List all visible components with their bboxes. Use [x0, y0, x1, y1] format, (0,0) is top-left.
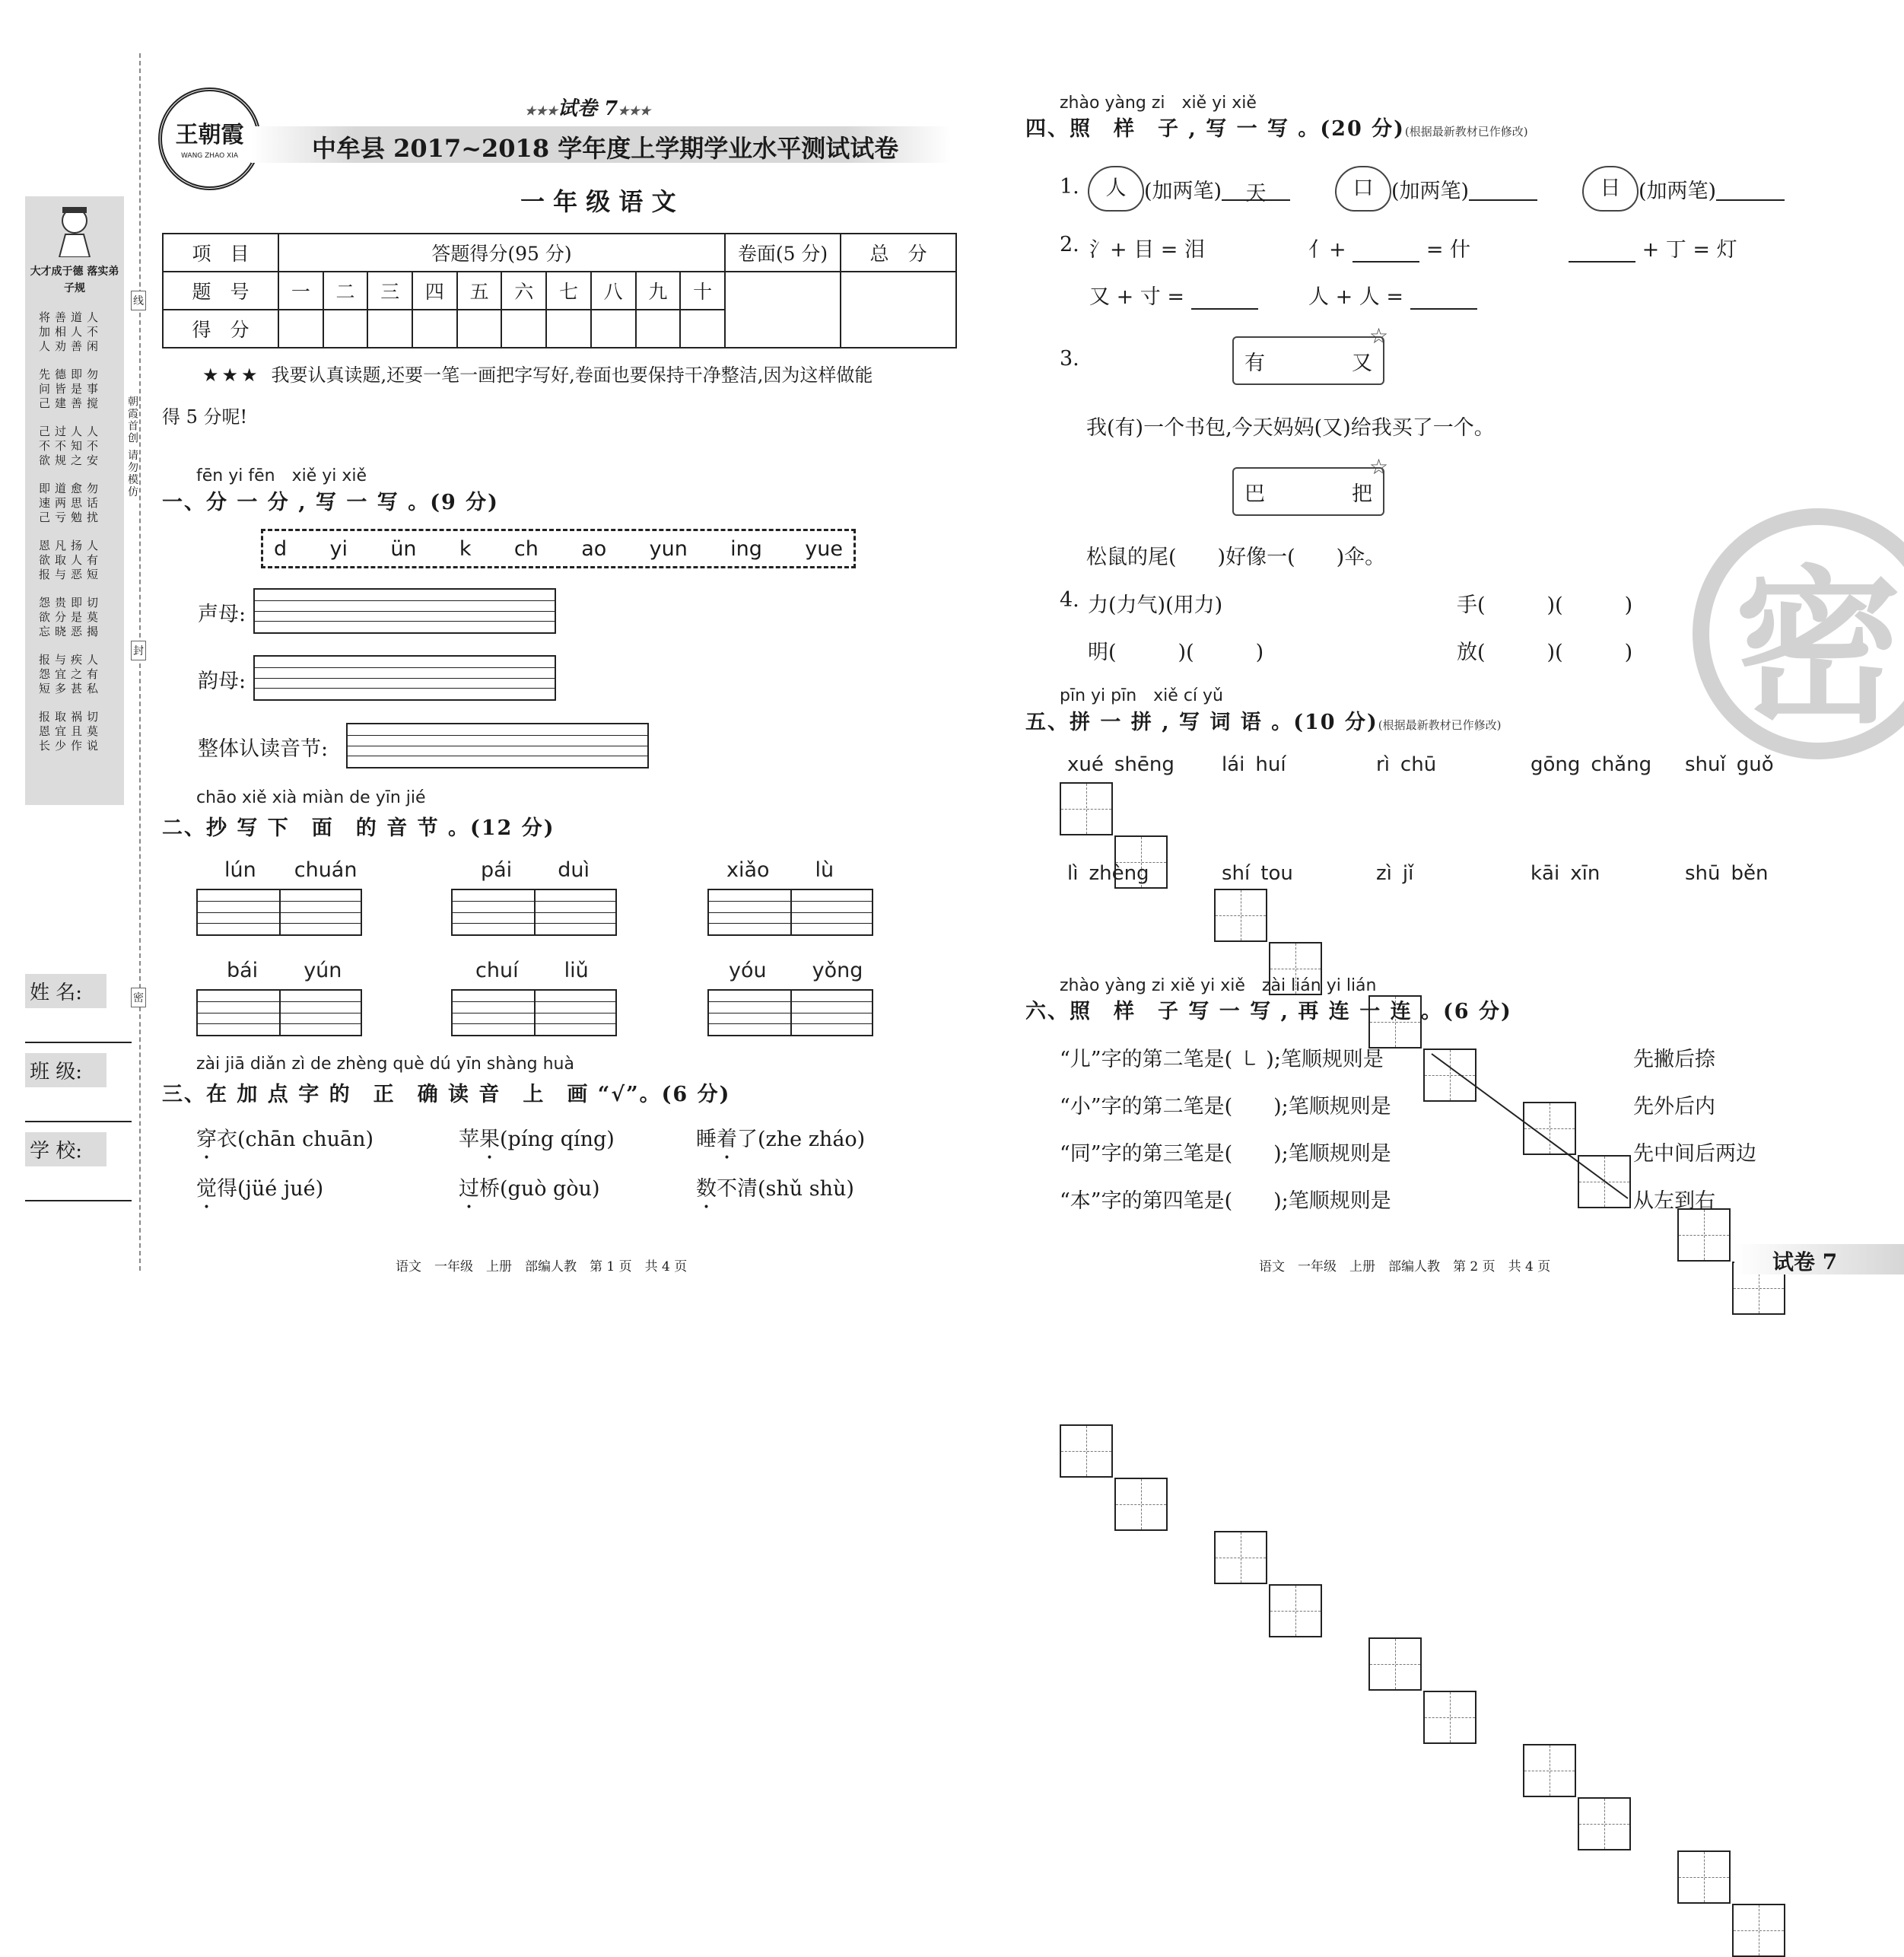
s1-letter-box: d yi ün k ch ao yun ing yue [261, 529, 856, 568]
s5-word-pinyin: shuǐ guǒ [1685, 753, 1774, 776]
tianzige-box[interactable] [1677, 1208, 1731, 1262]
maxim-row: 先德即勿 [39, 368, 103, 381]
maxim-group [39, 482, 115, 525]
maxim-row: 己亏勉扰 [39, 511, 103, 524]
s6-right-item[interactable]: 先外后内 [1633, 1095, 1715, 1119]
school-field[interactable]: 学 校: [25, 1132, 132, 1201]
s3-item[interactable]: 苹果(píng qíng) [459, 1128, 615, 1151]
maxim-row: 速两思话 [39, 496, 103, 510]
s4-q1-number: 1. [1060, 175, 1079, 199]
s1-label-shengmu: 声母: [198, 603, 246, 626]
s4-q2-eq[interactable]: 人 + 人 = [1308, 280, 1477, 310]
name-field[interactable]: 姓 名: [25, 974, 132, 1043]
s3-pinyin: zài jiā diǎn zì de zhèng què dú yīn shàng huà [196, 1055, 574, 1074]
s1-write-yunmu[interactable] [253, 655, 556, 701]
maxim-group [39, 710, 115, 753]
s2-word-pinyin: pái duì [481, 858, 590, 882]
s5-word-pinyin: shū běn [1685, 862, 1769, 885]
s1-write-shengmu[interactable] [253, 588, 556, 634]
s2-word-pinyin: xiǎo lù [726, 858, 834, 882]
s5-word-pinyin: gōng chǎng [1531, 753, 1652, 776]
s4-q2-eq[interactable]: 又 + 寸 = [1089, 280, 1258, 310]
total-score-cell[interactable] [841, 272, 956, 348]
exam-title: 中牟县 2017~2018 学年度上学期学业水平测试试卷 [312, 134, 899, 163]
star-icon: ☆ [1369, 323, 1389, 348]
tianzige-box[interactable] [1677, 1850, 1731, 1904]
maxim-row: 人劝善闲 [39, 339, 103, 353]
s4-q4-item: 力(力气)(用力) [1088, 593, 1223, 617]
s4-q4-item[interactable]: 放( )( ) [1457, 641, 1633, 664]
s5-word-pinyin: lì zhèng [1067, 862, 1149, 885]
tianzige-box[interactable] [1214, 889, 1267, 942]
s3-item[interactable]: 过桥(guò gòu) [459, 1177, 600, 1201]
sidebar-motto: 大才成于德 落实弟子规 [30, 266, 119, 294]
tianzige-box[interactable] [1060, 782, 1113, 835]
maxim-group [39, 368, 115, 411]
s4-q3-word-box: 巴 把 [1232, 467, 1384, 516]
class-field[interactable]: 班 级: [25, 1053, 132, 1122]
s2-write-box[interactable] [196, 989, 362, 1036]
maxim-row: 己过人人 [39, 425, 103, 438]
s1-label-zhengti: 整体认读音节: [198, 737, 329, 761]
s5-word-pinyin: zì jǐ [1376, 862, 1414, 885]
sidebar-maxims-panel [25, 196, 124, 805]
s3-item[interactable]: 睡着了(zhe zháo) [696, 1128, 866, 1151]
butterfly-shape: 日 [1582, 166, 1639, 212]
sidebar-maxim-list [39, 310, 115, 767]
s4-q3-sentence[interactable]: 松鼠的尾( )好像一( )伞。 [1086, 546, 1386, 569]
maxim-row: 恩凡扬人 [39, 539, 103, 552]
logo-seal [158, 88, 261, 190]
s6-left-item[interactable]: “小”字的第二笔是( );笔顺规则是 [1060, 1095, 1391, 1119]
s2-write-box[interactable] [707, 989, 873, 1036]
s5-word-pinyin: shí tou [1222, 862, 1293, 885]
tianzige-box[interactable] [1269, 1584, 1322, 1637]
butterfly-shape: 人 [1088, 166, 1144, 212]
score-table: 项 目 答题得分(95 分) 卷面(5 分) 总 分 题 号 一 二 三 四 五 六 七 八 九 十 得 分 [162, 233, 957, 348]
footer-tag: 试卷 7 [1772, 1249, 1838, 1274]
paper-number: ★★★试卷 7★★★ [525, 97, 651, 120]
s2-word-pinyin: lún chuán [224, 858, 358, 882]
maxim-group [39, 310, 115, 354]
s2-write-box[interactable] [196, 889, 362, 936]
s4-q4-number: 4. [1060, 588, 1079, 612]
neatness-score-cell[interactable] [725, 272, 841, 348]
s2-write-box[interactable] [707, 889, 873, 936]
s2-title: 二、抄 写 下 面 的 音 节 。(12 分) [162, 816, 555, 840]
s4-q4-item[interactable]: 手( )( ) [1457, 593, 1633, 617]
maxim-group [39, 653, 115, 696]
s5-word-pinyin: kāi xīn [1531, 862, 1600, 885]
maxim-row: 将善道人 [39, 310, 103, 324]
s2-word-pinyin: chuí liǔ [475, 959, 589, 982]
sidebar-character-figure [52, 204, 97, 257]
intro-line-1: ★★★ 我要认真读题,还要一笔一画把字写好,卷面也要保持干净整洁,因为这样做能 [202, 364, 873, 386]
s4-q1-item[interactable]: 人 (加两笔) 天 [1088, 166, 1290, 212]
maxim-row: 报与恶短 [39, 568, 103, 581]
s1-write-zhengti[interactable] [346, 723, 649, 768]
s2-write-box[interactable] [451, 989, 617, 1036]
maxim-row: 短多甚私 [39, 682, 103, 695]
tianzige-box[interactable] [1060, 1424, 1113, 1478]
s4-title: 四、照 样 子 , 写 一 写 。(20 分)(根据最新教材已作修改) [1025, 117, 1528, 141]
tianzige-box[interactable] [1114, 1478, 1168, 1531]
exam-subject: 一 年 级 语 文 [520, 187, 676, 216]
s4-q2-eq[interactable]: + 丁 = 灯 [1569, 233, 1737, 263]
maxim-row: 欲分是莫 [39, 610, 103, 624]
s6-left-item[interactable]: “同”字的第三笔是( );笔顺规则是 [1060, 1142, 1391, 1166]
s5-pinyin: pīn yi pīn xiě cí yǔ [1060, 686, 1223, 705]
confidential-stamp: 密 [1693, 508, 1904, 759]
s3-item[interactable]: 穿衣(chān chuān) [196, 1128, 374, 1151]
maxim-row: 不不知不 [39, 439, 103, 453]
maxim-row: 怨宜之有 [39, 667, 103, 681]
footer-left: 语文 一年级 上册 部编人教 第 1 页 共 4 页 [396, 1259, 688, 1274]
maxim-group [39, 425, 115, 468]
s2-write-box[interactable] [451, 889, 617, 936]
s6-pinyin: zhào yàng zi xiě yi xiě zài lián yi lián [1060, 976, 1377, 995]
maxim-row: 即道愈勿 [39, 482, 103, 495]
s6-title: 六、照 样 子 写 一 写 , 再 连 一 连 。(6 分) [1025, 1000, 1512, 1023]
s5-word-pinyin: rì chū [1376, 753, 1437, 776]
tianzige-box[interactable] [1523, 1744, 1576, 1797]
tianzige-box[interactable] [1423, 1691, 1476, 1744]
maxim-row: 报取祸切 [39, 710, 103, 724]
intro-line-2: 得 5 分呢! [162, 406, 248, 428]
s3-title: 三、在 加 点 字 的 正 确 读 音 上 画 “√”。(6 分) [162, 1083, 731, 1106]
logo-sub: WANG ZHAO XIA [181, 152, 238, 160]
s6-example-connector-line [1430, 1050, 1635, 1202]
s1-label-yunmu: 韵母: [198, 670, 246, 693]
s3-item[interactable]: 觉得(jüé jué) [196, 1177, 324, 1201]
s5-word-pinyin: xué shēng [1067, 753, 1175, 776]
binding-mark-mi: 密 [131, 988, 146, 1007]
s4-q3-word-box: 有 又 [1232, 336, 1384, 385]
s4-q1-item[interactable]: 日 (加两笔) [1582, 166, 1785, 212]
footer-right: 语文 一年级 上册 部编人教 第 2 页 共 4 页 [1259, 1259, 1551, 1274]
s5-word-pinyin: lái huí [1222, 753, 1286, 776]
s4-q2-number: 2. [1060, 233, 1079, 256]
s4-q3-number: 3. [1060, 347, 1079, 371]
tianzige-box[interactable] [1214, 1531, 1267, 1584]
s1-pinyin: fēn yi fēn xiě yi xiě [196, 466, 367, 485]
tianzige-box[interactable] [1732, 1904, 1785, 1957]
maxim-row: 己建善搅 [39, 396, 103, 410]
maxim-row: 报与疾人 [39, 653, 103, 667]
binding-mark-feng: 封 [131, 641, 146, 660]
maxim-row: 问皆是事 [39, 382, 103, 396]
s6-left-item[interactable]: “儿”字的第二笔是( ㇄ );笔顺规则是 [1060, 1048, 1384, 1071]
s6-right-item[interactable]: 从左到右 [1633, 1189, 1715, 1213]
s2-word-pinyin: yóu yǒng [729, 959, 863, 982]
tianzige-box[interactable] [1578, 1797, 1631, 1850]
s2-pinyin: chāo xiě xià miàn de yīn jié [196, 788, 426, 807]
maxim-row: 忘晓恶揭 [39, 625, 103, 638]
maxim-group [39, 539, 115, 582]
star-icon: ☆ [1369, 454, 1389, 479]
s6-left-item[interactable]: “本”字的第四笔是( );笔顺规则是 [1060, 1189, 1391, 1213]
binding-mark-xian: 线 [131, 291, 146, 310]
s6-right-item[interactable]: 先中间后两边 [1633, 1142, 1756, 1166]
s4-q2-eq[interactable]: 亻+ = 什 [1308, 238, 1471, 262]
binding-line [139, 53, 141, 1271]
tianzige-box[interactable] [1368, 1637, 1422, 1691]
maxim-row: 加相人不 [39, 325, 103, 339]
s4-pinyin: zhào yàng zi xiě yi xiě [1060, 94, 1257, 113]
maxim-row: 长少作说 [39, 739, 103, 753]
s2-word-pinyin: bái yún [227, 959, 342, 982]
maxim-row: 欲规之安 [39, 453, 103, 467]
s4-q2-eq: 氵+ 目 = 泪 [1089, 238, 1205, 262]
s6-right-item[interactable]: 先撇后捺 [1633, 1048, 1715, 1071]
maxim-row: 欲取人有 [39, 553, 103, 567]
logo-text: 王朝霞 [175, 122, 244, 148]
s1-title: 一、分 一 分 , 写 一 写 。(9 分) [162, 491, 499, 514]
copyright-note: 朝霞首创 请勿模仿 [126, 396, 138, 498]
maxim-row: 怨贵即切 [39, 596, 103, 609]
maxim-group [39, 596, 115, 639]
maxim-row: 恩宜且莫 [39, 724, 103, 738]
butterfly-shape: 口 [1335, 166, 1391, 212]
s3-item[interactable]: 数不清(shǔ shù) [696, 1177, 854, 1201]
s4-q3-sentence: 我(有)一个书包,今天妈妈(又)给我买了一个。 [1086, 416, 1495, 440]
s4-q1-item[interactable]: 口 (加两笔) [1335, 166, 1537, 212]
s4-q4-item[interactable]: 明( )( ) [1088, 641, 1264, 664]
s5-title: 五、拼 一 拼 , 写 词 语 。(10 分)(根据最新教材已作修改) [1025, 711, 1502, 734]
